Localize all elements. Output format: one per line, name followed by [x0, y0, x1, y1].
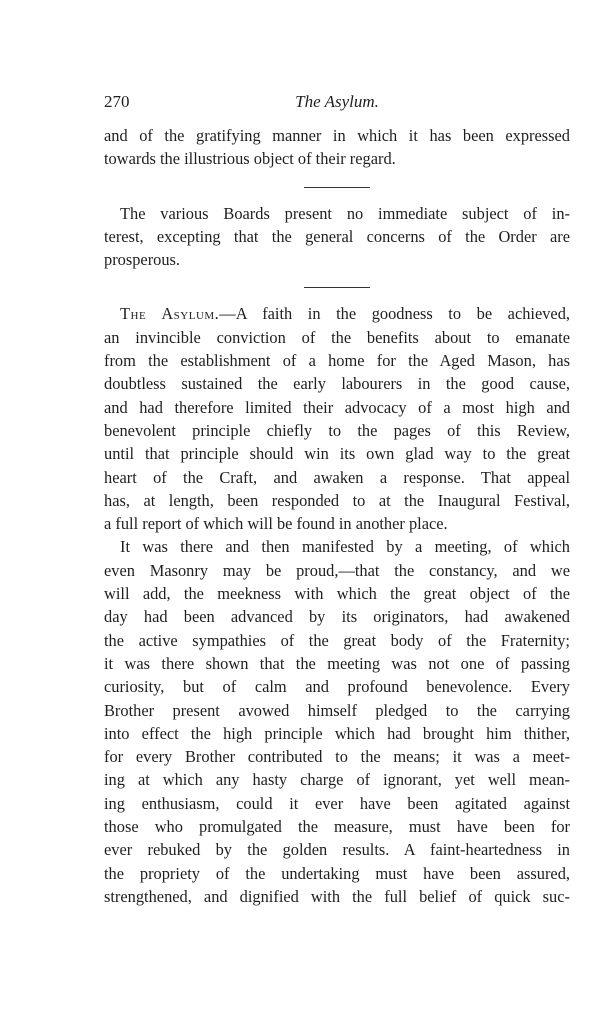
text-line: doubtless sustained the early labourers in the good cause, — [104, 374, 570, 394]
text-line: and of the gratifying manner in which it has been expressed — [104, 126, 570, 145]
text-line: the active sympathies of the great body of the Fraternity; — [104, 630, 570, 650]
page-header — [104, 92, 570, 116]
text-line: day had been advanced by its originators, had awakened — [104, 607, 570, 627]
text-line — [104, 302, 570, 325]
text-line: for every Brother contributed to the means; it was a meet- — [104, 747, 570, 767]
heading-continuation: —A faith in the goodness to be achieved, — [219, 304, 571, 324]
text-line: until that principle should win its own glad way to the great — [104, 444, 570, 464]
text-line: It was there and then manifested by a meeting, of which — [120, 537, 570, 557]
text-line: into effect the high principle which had brought him thither, — [104, 723, 570, 743]
text-line: curiosity, but of calm and profound benevolence. Every — [104, 677, 570, 697]
paragraph-asylum — [104, 302, 570, 535]
running-title: The Asylum. — [295, 92, 379, 111]
text-line: a full report of which will be found in another place. — [104, 514, 448, 534]
text-line: The various Boards present no immediate subject of in- — [120, 203, 570, 223]
section-divider — [304, 187, 370, 188]
paragraph-festival — [104, 535, 570, 908]
text-line: those who promulgated the measure, must have been for — [104, 817, 570, 837]
text-line: the propriety of the undertaking must have been assured, — [104, 863, 570, 883]
text-line: strengthened, and dignified with the full belief of quick suc- — [104, 886, 570, 906]
text-line: ever rebuked by the golden results. A faint-heartedness in — [104, 840, 570, 860]
text-line: it was there shown that the meeting was not one of passing — [104, 653, 570, 673]
page-number: 270 — [104, 92, 130, 111]
text-line: Brother present avowed himself pledged to the carrying — [104, 700, 570, 720]
section-heading: The Asylum. — [120, 304, 220, 324]
text-line: heart of the Craft, and awaken a response. That appeal — [104, 467, 570, 487]
text-line: even Masonry may be proud,—that the constancy, and we — [104, 560, 570, 580]
paragraph-boards — [104, 202, 570, 272]
text-line: terest, excepting that the general concerns of the Order are — [104, 226, 570, 246]
text-line: an invincible conviction of the benefits about to emanate — [104, 327, 570, 347]
paragraph-continued — [104, 124, 570, 171]
page-body — [104, 124, 570, 908]
text-line: and had therefore limited their advocacy of a most high and — [104, 397, 570, 417]
text-line: ing enthusiasm, could it ever have been agitated against — [104, 793, 570, 813]
text-line: towards the illustrious object of their regard. — [104, 149, 396, 169]
section-divider — [304, 287, 370, 288]
text-line: benevolent principle chiefly to the pages of this Review, — [104, 420, 570, 440]
text-line: from the establishment of a home for the Aged Mason, has — [104, 351, 570, 371]
text-line: has, at length, been responded to at the Inaugural Festival, — [104, 490, 570, 510]
text-line: prosperous. — [104, 250, 181, 270]
text-line: will add, the meekness with which the great object of the — [104, 584, 570, 604]
text-line: ing at which any hasty charge of ignorant, yet well mean- — [104, 770, 570, 790]
